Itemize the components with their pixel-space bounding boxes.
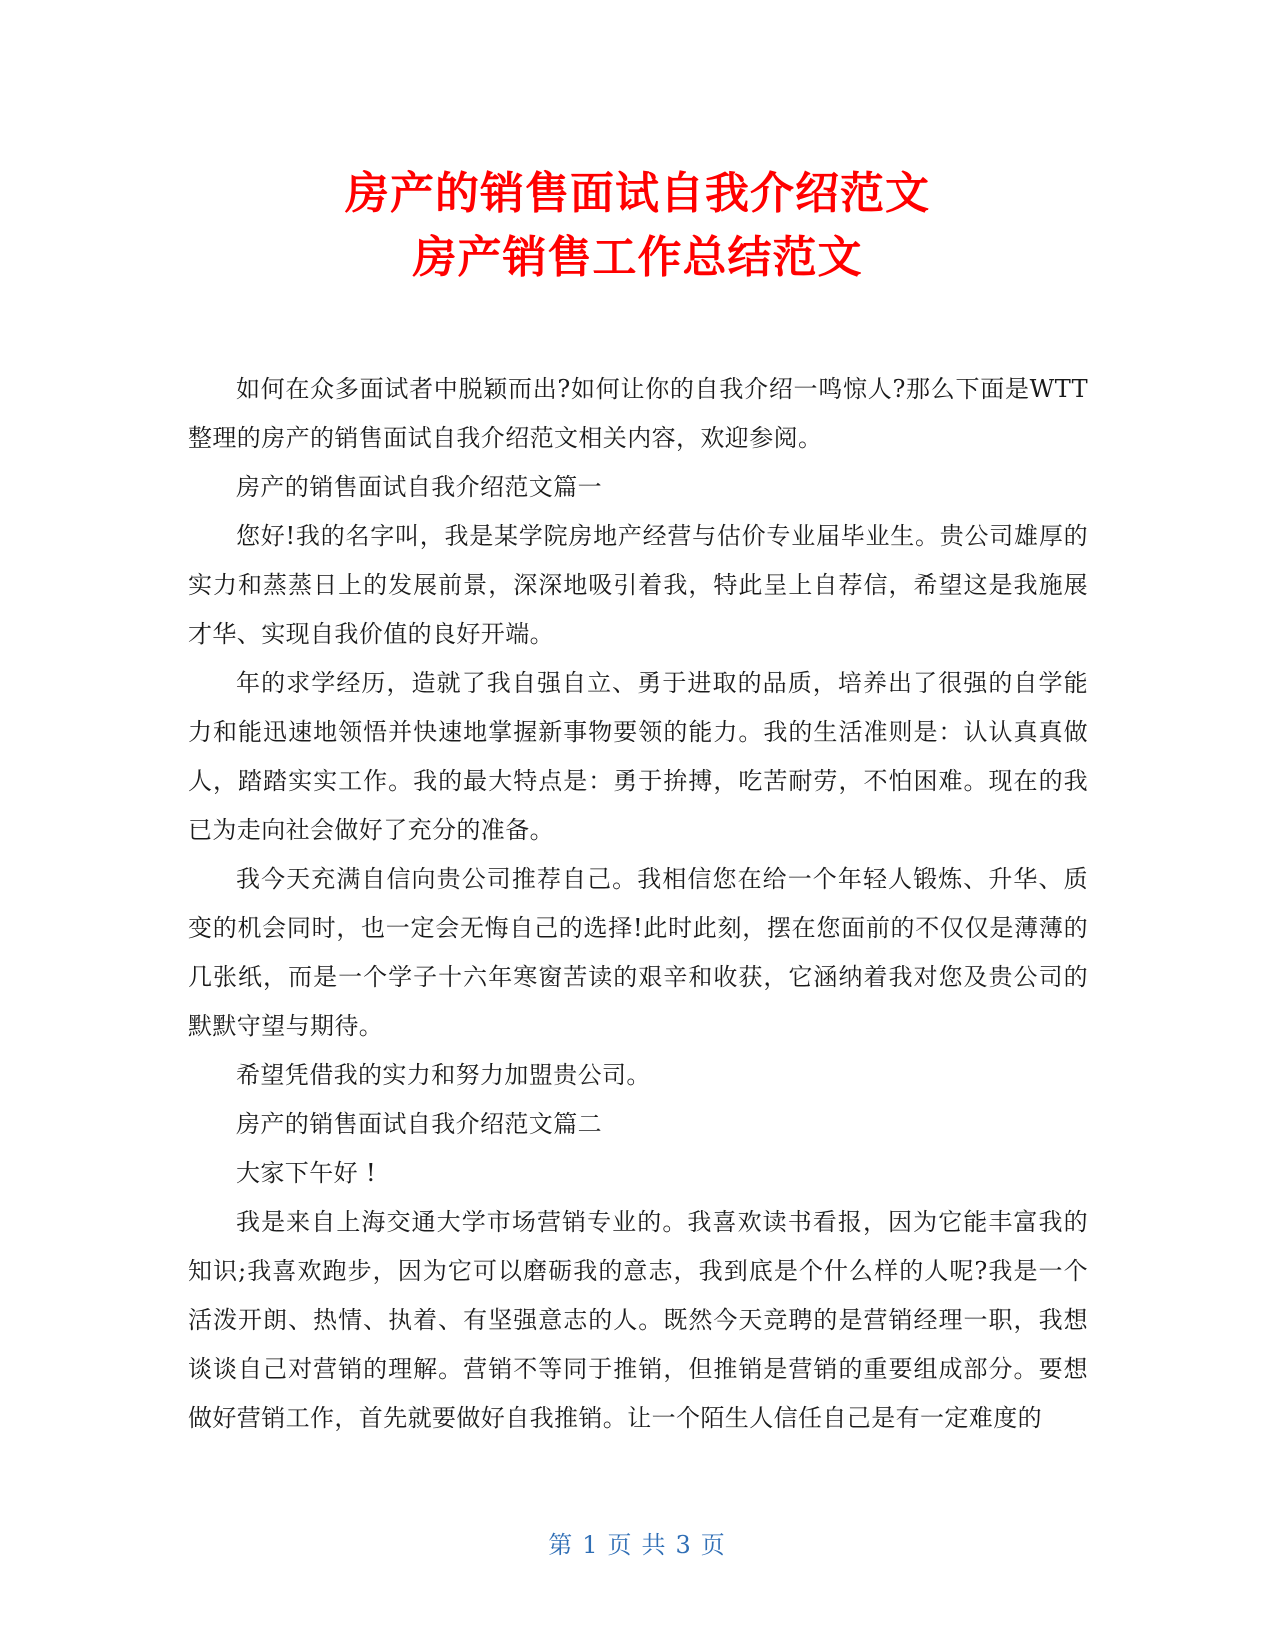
paragraph: 您好!我的名字叫，我是某学院房地产经营与估价专业届毕业生。贵公司雄厚的实力和蒸蒸日上的发展前景，深深地吸引着我，特此呈上自荐信，希望这是我施展才华、实现自我价值的良好开端。: [188, 522, 1088, 648]
paragraph-intro: 如何在众多面试者中脱颖而出?如何让你的自我介绍一鸣惊人?那么下面是WTT整理的房产的销售面试自我介绍范文相关内容，欢迎参阅。: [188, 375, 1088, 452]
title-line-1: 房产的销售面试自我介绍范文: [345, 168, 930, 219]
title-line-2: 房产销售工作总结范文: [412, 232, 863, 283]
paragraph: 年的求学经历，造就了我自强自立、勇于进取的品质，培养出了很强的自学能力和能迅速地领悟并快速地掌握新事物要领的能力。我的生活准则是：认认真真做人，踏踏实实工作。我的最大特点是：勇于拚搏，吃苦耐劳，不怕困难。现在的我已为走向社会做好了充分的准备。: [188, 669, 1088, 844]
footer-suffix: 页: [700, 1531, 727, 1559]
document-title: [0, 162, 1275, 290]
footer-prefix: 第: [548, 1531, 575, 1559]
current-page-number: 1: [582, 1531, 600, 1559]
section-heading-2: 房产的销售面试自我介绍范文篇二: [236, 1110, 602, 1138]
paragraph: 我今天充满自信向贵公司推荐自己。我相信您在给一个年轻人锻炼、升华、质变的机会同时，也一定会无悔自己的选择!此时此刻，摆在您面前的不仅仅是薄薄的几张纸，而是一个学子十六年寒窗苦读的艰辛和收获，它涵纳着我对您及贵公司的默默守望与期待。: [188, 865, 1088, 1040]
paragraph: 我是来自上海交通大学市场营销专业的。我喜欢读书看报，因为它能丰富我的知识;我喜欢跑步，因为它可以磨砺我的意志，我到底是个什么样的人呢?我是一个活泼开朗、热情、执着、有坚强意志的人。既然今天竞聘的是营销经理一职，我想谈谈自己对营销的理解。营销不等同于推销，但推销是营销的重要组成部分。要想做好营销工作，首先就要做好自我推销。让一个陌生人信任自己是有一定难度的: [188, 1208, 1088, 1432]
page-number-footer: [0, 1525, 1275, 1560]
paragraph: 希望凭借我的实力和努力加盟贵公司。: [236, 1061, 651, 1089]
section-heading-1: 房产的销售面试自我介绍范文篇一: [236, 473, 602, 501]
paragraph-greeting: 大家下午好 !: [236, 1159, 377, 1187]
document-body: [188, 365, 1088, 1443]
total-pages-number: 3: [675, 1531, 693, 1559]
footer-page-word: 页: [607, 1531, 634, 1559]
footer-total-prefix: 共: [641, 1531, 668, 1559]
